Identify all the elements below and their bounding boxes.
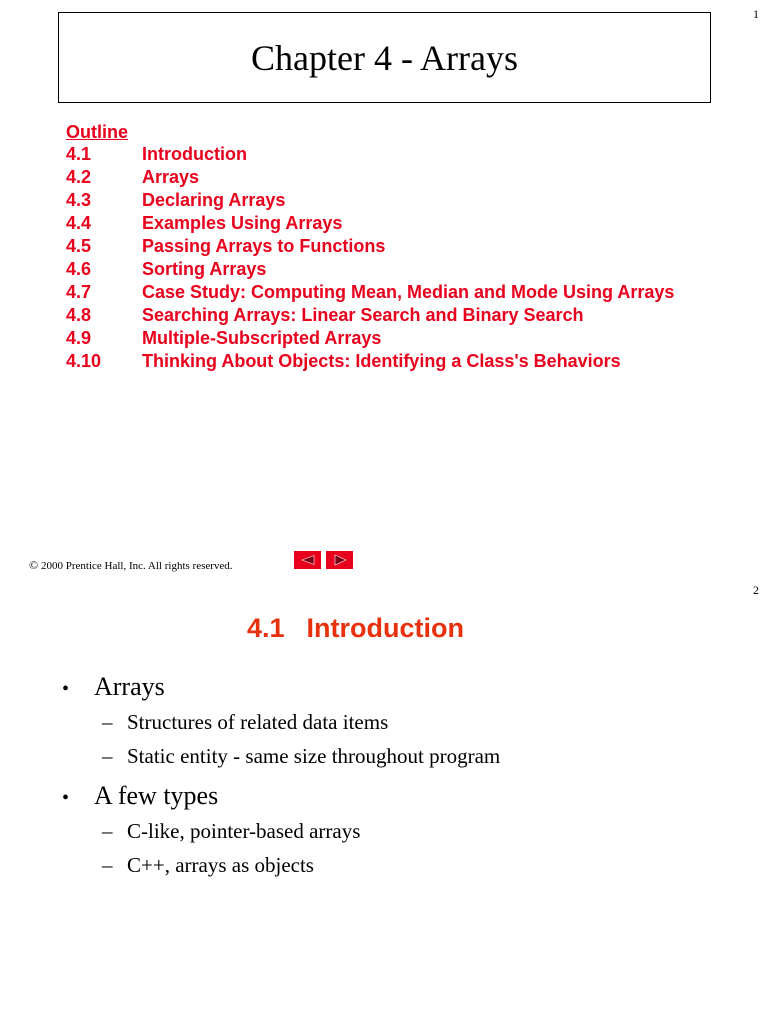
bullet-list [62,672,500,887]
outline-item-text: Arrays [142,167,200,187]
outline-item-text: Declaring Arrays [142,190,286,210]
outline-item-number: 4.2 [66,167,92,187]
bullet-item [62,781,500,819]
sub-bullet-text: C-like, pointer-based arrays [127,819,361,843]
outline-item[interactable] [66,166,674,189]
outline-item-number: 4.10 [66,351,102,371]
outline-item[interactable] [66,258,674,281]
outline-item-text: Multiple-Subscripted Arrays [142,328,382,348]
sub-bullet-text: Static entity - same size throughout program [127,744,501,768]
outline-item[interactable] [66,281,674,304]
sub-bullet-symbol: – [102,853,113,877]
sub-bullet-text: C++, arrays as objects [127,853,314,877]
bullet-symbol: • [62,787,70,809]
sub-bullet-symbol: – [102,710,113,734]
triangle-left-icon [300,555,316,565]
title-box [58,12,711,103]
outline-item-number: 4.8 [66,305,92,325]
sub-bullet-symbol: – [102,819,113,843]
sub-bullet-item [62,744,500,778]
outline-item-number: 4.5 [66,236,92,256]
copyright-text: 2000 Prentice Hall, Inc. All rights reserved. [41,559,233,572]
next-slide-button[interactable] [326,551,353,569]
sub-bullet-item [62,819,500,853]
outline-item-text: Sorting Arrays [142,259,267,279]
bullet-text: Arrays [94,672,165,701]
outline-item[interactable] [66,235,674,258]
sub-bullet-item [62,710,500,744]
sub-bullet-text: Structures of related data items [127,710,389,734]
outline-item-text: Passing Arrays to Functions [142,236,386,256]
outline-item-number: 4.7 [66,282,92,302]
outline-item-number: 4.3 [66,190,92,210]
outline-item[interactable] [66,189,674,212]
outline-item-text: Case Study: Computing Mean, Median and Mode Using Arrays [142,282,675,302]
page-number: 1 [753,7,759,21]
outline-item-number: 4.4 [66,213,92,233]
outline-item-text: Introduction [142,144,247,164]
outline-item[interactable] [66,143,674,166]
outline-item-text: Thinking About Objects: Identifying a Class's Behaviors [142,351,621,371]
slide-title: Chapter 4 - Arrays [251,37,518,78]
outline-item-number: 4.9 [66,328,92,348]
bullet-symbol: • [62,678,70,700]
bullet-item [62,672,500,710]
page-number: 2 [753,583,759,597]
outline-item[interactable] [66,304,674,327]
outline-item-text: Searching Arrays: Linear Search and Binary Search [142,305,584,325]
section-title: Introduction [306,613,464,643]
outline-item[interactable] [66,350,674,373]
outline-item-text: Examples Using Arrays [142,213,343,233]
copyright-footer [29,558,233,573]
outline-item[interactable] [66,327,674,350]
copyright-symbol: © [29,558,39,572]
section-number: 4.1 [246,613,285,643]
previous-slide-button[interactable] [294,551,321,569]
outline-item-number: 4.6 [66,259,92,279]
sub-bullet-item [62,853,500,887]
sub-bullet-symbol: – [102,744,113,768]
triangle-right-icon [332,554,348,566]
outline-heading[interactable]: Outline [66,122,128,142]
outline [66,121,674,373]
section-heading [0,613,711,644]
outline-item[interactable] [66,212,674,235]
outline-item-number: 4.1 [66,144,92,164]
slide-2 [0,580,768,1024]
bullet-text: A few types [94,781,219,810]
